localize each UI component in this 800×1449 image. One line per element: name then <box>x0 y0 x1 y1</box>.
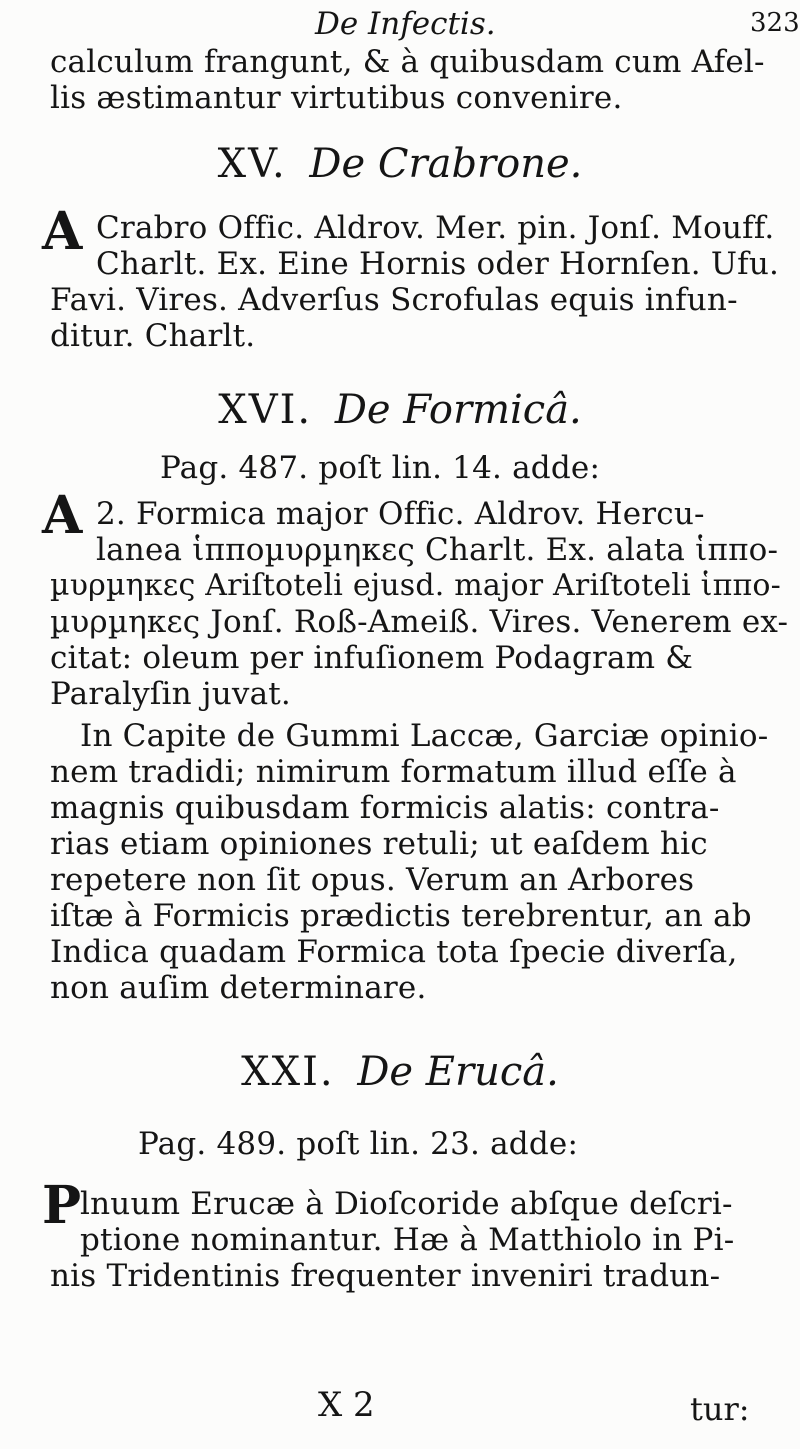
section-heading-xxi <box>0 1050 800 1094</box>
section-number: XXI. <box>241 1049 335 1095</box>
running-head <box>0 6 800 42</box>
body-line: nem tradidi; nimirum formatum illud eſſe à <box>50 754 737 790</box>
body-line: µυρµηκες Jonſ. Roß-Ameiß. Vires. Venerem ex- <box>50 604 789 640</box>
section-number: XV. <box>217 141 287 187</box>
body-line: In Capite de Gummi Laccæ, Garciæ opinio- <box>80 718 769 754</box>
section-title: De Crabrone. <box>309 141 583 187</box>
body-line: citat: oleum per infuſionem Podagram & <box>50 640 694 676</box>
drop-cap: P <box>42 1175 82 1236</box>
body-line: repetere non ſit opus. Verum an Arbores <box>50 862 695 898</box>
section-heading-xvi <box>0 388 800 432</box>
signature-mark: X 2 <box>318 1385 375 1425</box>
body-line: Indica quadam Formica tota ſpecie diverſa, <box>50 934 738 970</box>
page-reference: Pag. 487. poſt lin. 14. adde: <box>160 450 601 486</box>
drop-cap: A <box>42 201 83 262</box>
section-title: De Erucâ. <box>357 1049 559 1095</box>
body-line: magnis quibusdam formicis alatis: contra- <box>50 790 720 826</box>
body-line: µυρµηκες Ariſtoteli ejusd. major Ariſtoteli ἱππο- <box>50 568 782 603</box>
body-line: 2. Formica major Offic. Aldrov. Hercu- <box>96 496 705 532</box>
page-reference: Pag. 489. poſt lin. 23. adde: <box>138 1126 579 1162</box>
page-number: 323 <box>750 8 800 38</box>
section-heading-xv <box>0 142 800 186</box>
body-line: lanea ἱπποµυρµηκες Charlt. Ex. alata ἱππο- <box>96 532 779 568</box>
body-line: lnuum Erucæ à Dioſcoride abſque deſcri- <box>80 1186 733 1222</box>
body-line: ditur. Charlt. <box>50 318 256 354</box>
intro-line-1: calculum frangunt, & à quibusdam cum Afel- <box>50 44 765 80</box>
drop-cap: A <box>42 485 83 546</box>
running-title: De Infectis. <box>315 6 496 42</box>
body-line: Charlt. Ex. Eine Hornis oder Hornſen. Ufu. <box>96 246 780 282</box>
body-line: nis Tridentinis frequenter inveniri tradun- <box>50 1258 721 1294</box>
body-line: Paralyſin juvat. <box>50 676 291 712</box>
body-line: iſtæ à Formicis prædictis terebrentur, an ab <box>50 898 752 934</box>
intro-line-2: lis æstimantur virtutibus convenire. <box>50 80 623 116</box>
body-line: rias etiam opiniones retuli; ut eaſdem hic <box>50 826 708 862</box>
catchword: tur: <box>690 1390 750 1428</box>
section-number: XVI. <box>218 387 313 433</box>
body-line: ptione nominantur. Hæ à Matthiolo in Pi- <box>80 1222 735 1258</box>
body-line: non auſim determinare. <box>50 970 427 1006</box>
body-line: Crabro Offic. Aldrov. Mer. pin. Jonſ. Mouff. <box>96 210 775 246</box>
body-line: Favi. Vires. Adverſus Scrofulas equis infun- <box>50 282 738 318</box>
section-title: De Formicâ. <box>334 387 582 433</box>
